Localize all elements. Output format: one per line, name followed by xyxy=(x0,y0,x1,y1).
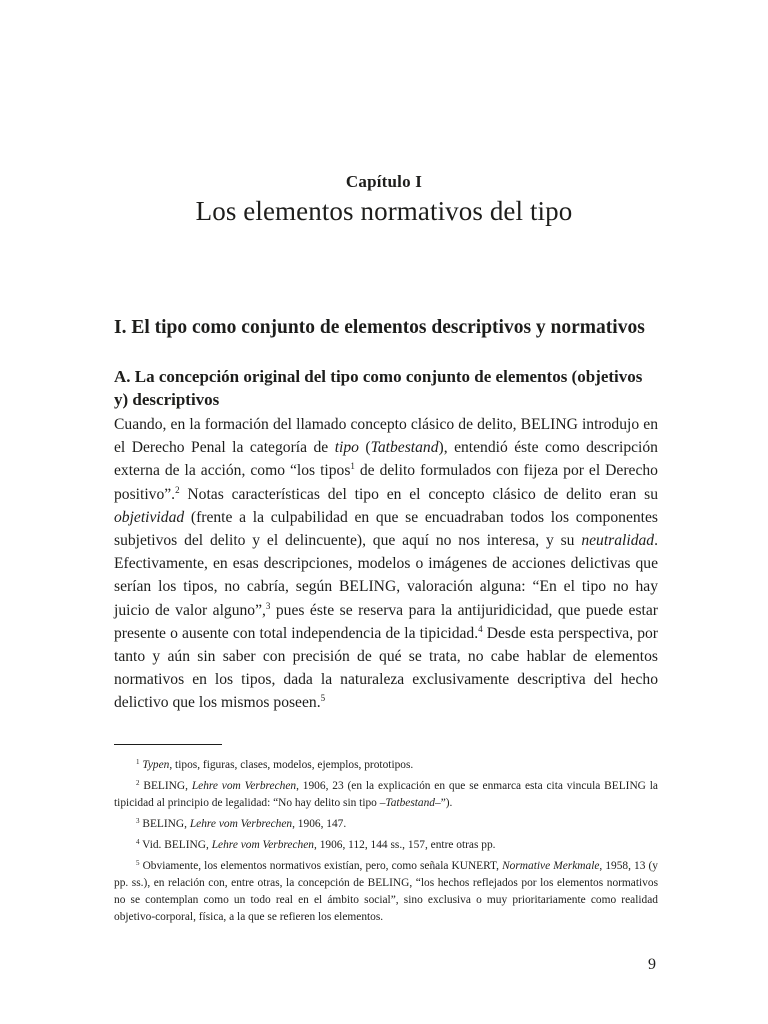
footnote-italic: Lehre vom Verbrechen xyxy=(191,780,297,792)
footnote-italic: Tatbestand xyxy=(385,797,436,809)
footnote-ref-5[interactable]: 5 xyxy=(320,693,326,704)
footnote-ref-1[interactable]: 1 xyxy=(350,461,355,472)
body-text-run: ( xyxy=(358,439,371,457)
footnote-text: , 1906, 23 (en la explicación en que se enmarca esta cita vincula BELING la tipicidad al principio de legalidad: “No hay delito sin tipo – xyxy=(114,780,658,809)
footnote-italic: Lehre vom Verbrechen xyxy=(189,818,293,830)
body-text-run: (frente a la culpabilidad en que se encuadraban todos los componentes subjetivos del delito y el delincuente), que aquí no nos interesa, y su xyxy=(114,508,658,550)
footnotes xyxy=(114,757,658,930)
footnote-text: BELING, xyxy=(143,780,192,792)
footnote-ref-4[interactable]: 4 xyxy=(478,623,483,634)
footnote-divider xyxy=(114,744,222,745)
body-text-run: Notas características del tipo en el concepto clásico de delito eran su xyxy=(179,485,658,503)
subsection-heading: A. La concepción original del tipo como conjunto de elementos (objetivos y) descriptivos xyxy=(114,367,643,409)
footnote-5 xyxy=(114,858,658,926)
chapter-title: Los elementos normativos del tipo xyxy=(195,196,573,226)
footnote-ref-2[interactable]: 2 xyxy=(175,484,180,495)
footnote-italic: Lehre vom Verbrechen xyxy=(211,839,314,851)
italic-term-objetividad: objetividad xyxy=(114,508,185,526)
page-number: 9 xyxy=(648,956,656,973)
body-text-run: pues éste se reserva para la antijuridicidad, que puede estar presente o ausente con total independencia de la tipicidad. xyxy=(114,601,658,642)
body-paragraph xyxy=(114,413,658,715)
footnote-text: Vid. BELING, xyxy=(142,839,212,851)
footnote-italic: Typen xyxy=(142,759,170,771)
body-text-run: . Efectivamente, en esas descripciones, modelos o imágenes de acciones delictivas que serían los tipos, no cabría, según BELING, valoración alguna: “En el tipo no hay juicio de valor alguno”, xyxy=(114,532,658,619)
italic-term-tatbestand: Tatbestand xyxy=(370,439,439,457)
footnote-text: , tipos, figuras, clases, modelos, ejemplos, prototipos. xyxy=(169,759,414,771)
footnote-text: –”). xyxy=(435,797,453,809)
body-text-run: ), entendió éste como descripción externa de la acción, como “los tipos xyxy=(114,439,658,480)
section-heading: I. El tipo como conjunto de elementos descriptivos y normativos xyxy=(114,317,645,338)
footnote-2 xyxy=(114,778,658,812)
footnote-text: , 1958, 13 (y pp. ss.), en relación con, entre otras, la concepción de BELING, “los hechos reflejados por los elementos normativos no se contemplan como un todo real en el ámbito social”, sino exclusiva o muy prioritariamente como realidad objetivo-corporal, física, a la que se refieren los elementos. xyxy=(114,860,658,923)
footnote-text: , 1906, 112, 144 ss., 157, entre otras pp. xyxy=(314,839,496,851)
footnote-ref-3[interactable]: 3 xyxy=(265,600,271,611)
footnote-3 xyxy=(114,816,658,833)
footnote-italic: Normative Merkmale xyxy=(502,860,600,872)
body-text-run: Cuando, en la formación del llamado concepto clásico de delito, BELING introdujo en el Derecho Penal la categoría de xyxy=(114,416,658,457)
footnote-number: 5 xyxy=(136,859,140,867)
footnote-4 xyxy=(114,837,658,854)
chapter-label: Capítulo I xyxy=(345,172,423,191)
body-text xyxy=(114,413,658,715)
footnote-1 xyxy=(114,757,658,774)
body-text-run: Desde esta perspectiva, por tanto y aún sin saber con precisión de qué se trata, no cabe hablar de elementos normativos en los tipos, dada la naturaleza exclusivamente descriptiva del hecho delictivo que los mismos poseen. xyxy=(114,624,658,712)
italic-term-neutralidad: neutralidad xyxy=(581,532,655,550)
footnote-text: BELING, xyxy=(142,818,190,830)
italic-term-tipo: tipo xyxy=(334,439,359,457)
footnote-number: 4 xyxy=(136,838,140,846)
footnote-number: 2 xyxy=(136,779,140,787)
footnote-text: , 1906, 147. xyxy=(292,818,347,830)
footnote-text: Obviamente, los elementos normativos existían, pero, como señala KUNERT, xyxy=(142,860,503,872)
footnote-number: 3 xyxy=(136,817,140,825)
body-text-run: de delito formulados con fijeza por el Derecho positivo”. xyxy=(114,462,658,503)
footnote-number: 1 xyxy=(136,758,140,766)
